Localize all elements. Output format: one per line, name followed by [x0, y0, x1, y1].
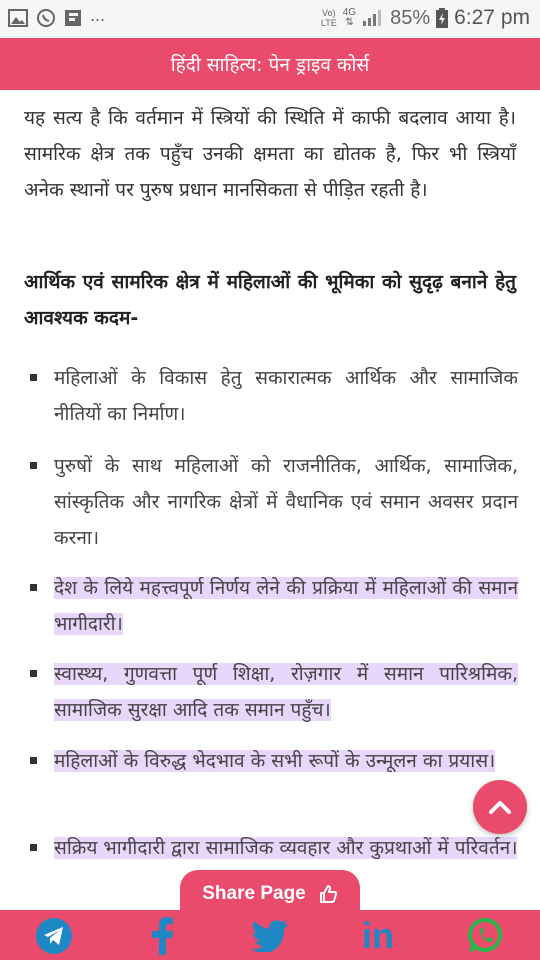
- signal-icon: [362, 9, 384, 27]
- status-notifications: [8, 4, 106, 28]
- list-item-text-highlighted: स्वास्थ्य, गुणवत्ता पूर्ण शिक्षा, रोज़गार में समान पारिश्रमिक, सामाजिक सुरक्षा आदि तक समान पहुँच।: [54, 663, 518, 721]
- twitter-share-button[interactable]: [250, 916, 290, 956]
- list-item-text-highlighted: महिलाओं के विरुद्ध भेदभाव के सभी रूपों के उन्मूलन का प्रयास।: [54, 750, 496, 772]
- gallery-icon: [8, 9, 28, 27]
- more-notifications: ...: [90, 4, 106, 25]
- section-heading: आर्थिक एवं सामरिक क्षेत्र में महिलाओं की भूमिका को सुदृढ़ बनाने हेतु आवश्यक कदम-: [24, 271, 516, 329]
- list-item: [24, 570, 518, 642]
- whatsapp-share-button[interactable]: [466, 916, 506, 956]
- battery-percentage: 85%: [390, 6, 431, 29]
- telegram-icon: [35, 917, 73, 955]
- list-item-text-highlighted: देश के लिये महत्त्वपूर्ण निर्णय लेने की प्रक्रिया में महिलाओं की समान भागीदारी।: [54, 577, 518, 635]
- list-item-text-highlighted: सक्रिय भागीदारी द्वारा सामाजिक व्यवहार और कुप्रथाओं में परिवर्तन।: [54, 837, 518, 859]
- app-notification-icon: [64, 9, 82, 27]
- telegram-share-button[interactable]: [34, 916, 74, 956]
- thumbs-up-icon: [318, 884, 338, 904]
- list-item-text: महिलाओं के विकास हेतु सकारात्मक आर्थिक और सामाजिक नीतियों का निर्माण।: [54, 367, 518, 425]
- intro-paragraph: यह सत्य है कि वर्तमान में स्त्रियों की स्थिति में काफी बदलाव आया है। सामरिक क्षेत्र तक पहुँच उनकी क्षमता का द्योतक है, फिर भी स्त्रियाँ अनेक स्थानों पर पुरुष प्रधान मानसिकता से पीड़ित रहती है।: [24, 107, 516, 201]
- facebook-icon: [149, 917, 175, 955]
- battery-icon: [436, 8, 448, 28]
- twitter-icon: [251, 920, 289, 952]
- facebook-share-button[interactable]: [142, 916, 182, 956]
- share-bar: [0, 910, 540, 960]
- bullet-icon: [30, 584, 37, 591]
- 4g-indicator: [343, 8, 356, 28]
- linkedin-icon: in: [362, 915, 394, 956]
- list-item-text: पुरुषों के साथ महिलाओं को राजनीतिक, आर्थिक, सामाजिक, सांस्कृतिक और नागरिक क्षेत्रों में वैधानिक एवं समान अवसर प्रदान करना।: [54, 455, 518, 549]
- status-indicators: [321, 6, 530, 30]
- whatsapp-icon: [467, 917, 505, 955]
- article-content: [0, 90, 540, 910]
- share-page-label: Share Page: [202, 883, 306, 904]
- list-item: [24, 656, 518, 728]
- 4g-label: 4G: [342, 7, 357, 18]
- clock: 6:27 pm: [454, 6, 530, 29]
- chevron-up-icon: [489, 800, 511, 814]
- bullet-icon: [30, 757, 37, 764]
- data-arrows-icon: ⇅: [345, 17, 354, 28]
- bullet-icon: [30, 844, 37, 851]
- whatsapp-notification-icon: [36, 8, 56, 28]
- app-title-bar: [0, 38, 540, 90]
- bullet-icon: [30, 374, 37, 381]
- page-title: हिंदी साहित्य: पेन ड्राइव कोर्स: [170, 54, 370, 76]
- volte-indicator: [321, 8, 337, 28]
- list-item: [24, 448, 518, 556]
- lte-label: LTE: [320, 18, 337, 28]
- list-item: [24, 743, 518, 779]
- linkedin-share-button[interactable]: [358, 916, 398, 956]
- bullet-icon: [30, 670, 37, 677]
- bullet-icon: [30, 462, 37, 469]
- list-item: [24, 830, 518, 866]
- volte-label: Vo): [322, 8, 336, 18]
- list-item: [24, 360, 518, 432]
- scroll-to-top-button[interactable]: [473, 780, 527, 834]
- status-bar: [0, 0, 540, 38]
